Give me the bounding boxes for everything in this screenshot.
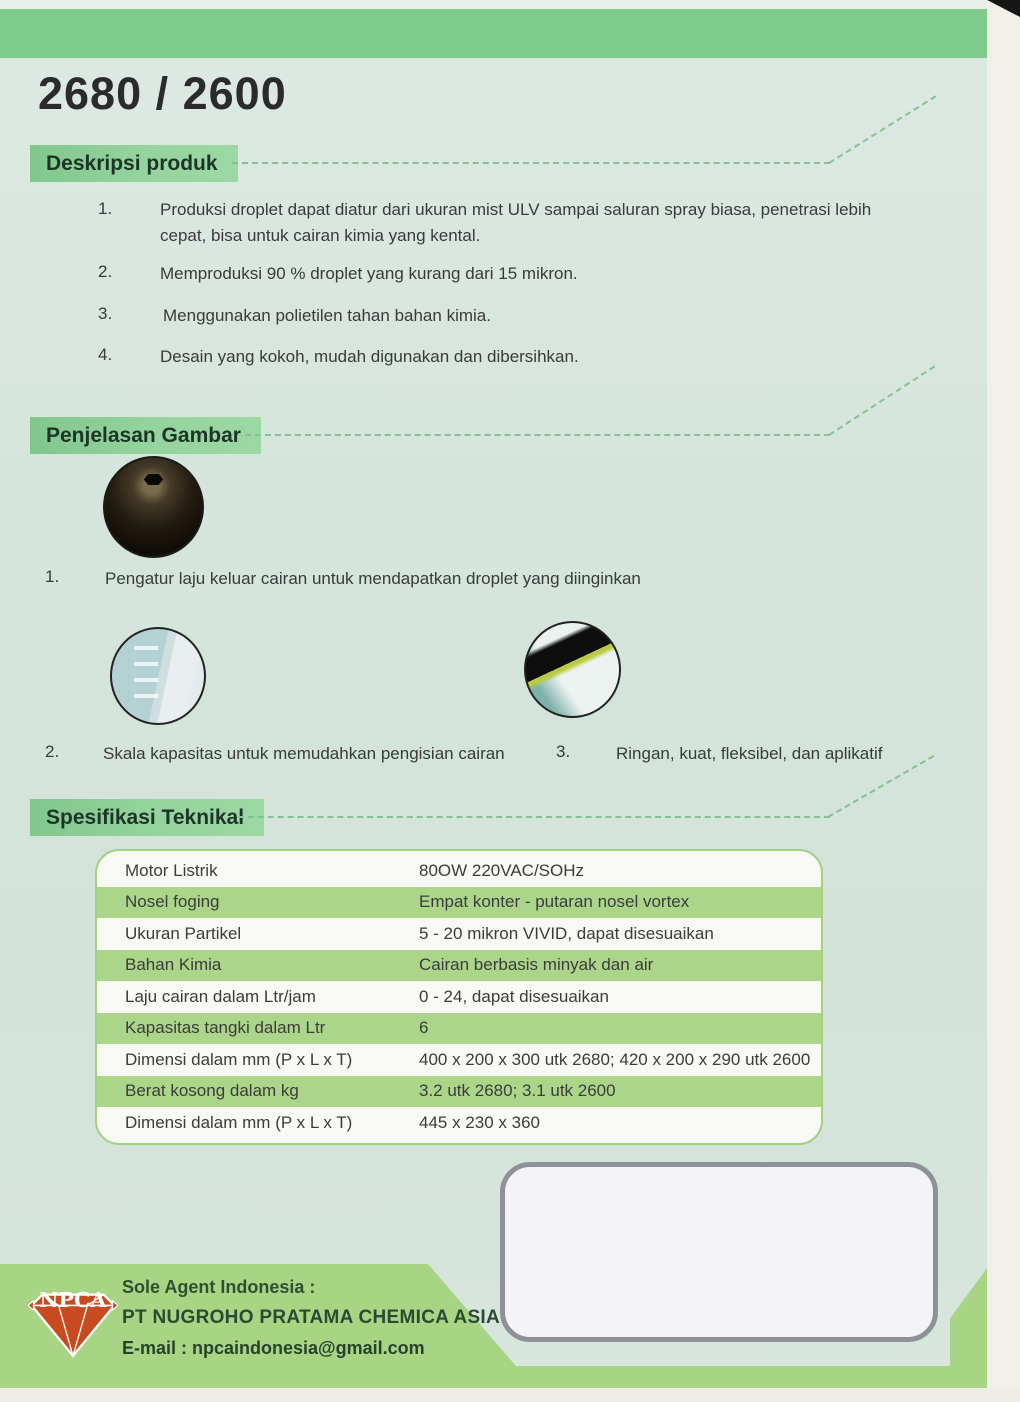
- footer-sole-agent-line: Sole Agent Indonesia :: [122, 1277, 316, 1297]
- figure-caption-text: Pengatur laju keluar cairan untuk mendapatkan droplet yang diinginkan: [105, 569, 641, 588]
- spec-row: [97, 950, 821, 982]
- figure-caption-number: 1.: [45, 567, 60, 586]
- spec-row: [97, 918, 821, 950]
- dashed-line-diagonal: [828, 95, 936, 163]
- figure-caption-number: 3.: [556, 742, 571, 761]
- svg-text:NPCA: NPCA: [39, 1288, 107, 1313]
- list-item-text: Produksi droplet dapat diatur dari ukuran mist ULV sampai saluran spray biasa, penetrasi lebih cepat, bisa untuk cairan kimia yang kental.: [160, 200, 872, 245]
- spec-value: 3.2 utk 2680; 3.1 utk 2600: [419, 1081, 616, 1101]
- section-heading-penjelasan-gambar: Penjelasan Gambar: [30, 417, 261, 454]
- spec-label: Kapasitas tangki dalam Ltr: [125, 1018, 326, 1038]
- spec-row: [97, 855, 821, 887]
- scan-edge-right: [987, 0, 1020, 1402]
- spec-row: [97, 1044, 821, 1076]
- list-item-text: Desain yang kokoh, mudah digunakan dan dibersihkan.: [160, 347, 579, 366]
- npca-diamond-logo-icon: [28, 1272, 118, 1364]
- specs-table: [95, 849, 823, 1145]
- page-title: 2680 / 2600: [38, 68, 287, 119]
- spec-label: Berat kosong dalam kg: [125, 1081, 299, 1101]
- spec-row: [97, 1013, 821, 1045]
- spec-label: Ukuran Partikel: [125, 923, 242, 943]
- footer-right-wedge: [950, 1268, 987, 1388]
- dashed-line-diagonal: [828, 366, 935, 436]
- footer-email: E-mail : npcaindonesia@gmail.com: [122, 1338, 425, 1358]
- spec-row: [97, 887, 821, 919]
- flexible-hose-photo: [524, 621, 621, 718]
- figure-caption-text: Skala kapasitas untuk memudahkan pengisian cairan: [103, 744, 505, 763]
- tank-capacity-scale-photo: [110, 627, 206, 725]
- spec-row: [97, 981, 821, 1013]
- spec-value: 6: [419, 1018, 429, 1038]
- scan-edge-bottom: [0, 1388, 1020, 1402]
- list-item-number: 4.: [98, 345, 113, 364]
- spec-label: Dimensi dalam mm (P x L x T): [125, 1049, 353, 1069]
- spec-value: 80OW 220VAC/SOHz: [419, 860, 585, 880]
- footer-company-name: PT NUGROHO PRATAMA CHEMICA ASIA: [122, 1307, 501, 1328]
- page-top-edge: [0, 0, 1020, 9]
- list-item-text: Menggunakan polietilen tahan bahan kimia.: [163, 306, 491, 325]
- top-accent-bar: [0, 9, 996, 58]
- blank-note-box: [500, 1162, 938, 1342]
- spec-value: 445 x 230 x 360: [419, 1112, 540, 1132]
- spec-value: 400 x 200 x 300 utk 2680; 420 x 200 x 290 utk 2600: [419, 1049, 811, 1069]
- spec-row: [97, 1076, 821, 1108]
- figure-caption-number: 2.: [45, 742, 60, 761]
- list-item-number: 1.: [98, 199, 113, 218]
- section-heading-deskripsi-produk: Deskripsi produk: [30, 145, 238, 182]
- nozzle-flow-regulator-photo: [103, 456, 204, 558]
- list-item-number: 2.: [98, 262, 113, 281]
- spec-label: Nosel foging: [125, 892, 220, 912]
- dashed-line: [232, 162, 830, 164]
- list-item-number: 3.: [98, 304, 113, 323]
- spec-label: Laju cairan dalam Ltr/jam: [125, 986, 316, 1006]
- spec-value: 0 - 24, dapat disesuaikan: [419, 986, 609, 1006]
- section-heading-spesifikasi-teknikal: Spesifikasi Teknikal: [30, 799, 264, 836]
- figure-caption-text: Ringan, kuat, fleksibel, dan aplikatif: [616, 744, 883, 763]
- dashed-line: [238, 816, 830, 818]
- spec-label: Motor Listrik: [125, 860, 218, 880]
- dashed-line: [245, 434, 830, 436]
- spec-value: 5 - 20 mikron VIVID, dapat disesuaikan: [419, 923, 714, 943]
- spec-row: [97, 1107, 821, 1139]
- spec-value: Empat konter - putaran nosel vortex: [419, 892, 690, 912]
- spec-label: Dimensi dalam mm (P x L x T): [125, 1112, 353, 1132]
- spec-value: Cairan berbasis minyak dan air: [419, 955, 654, 975]
- footer-bottom-band: [0, 1366, 987, 1388]
- list-item-text: Memproduksi 90 % droplet yang kurang dari 15 mikron.: [160, 264, 578, 283]
- spec-label: Bahan Kimia: [125, 955, 222, 975]
